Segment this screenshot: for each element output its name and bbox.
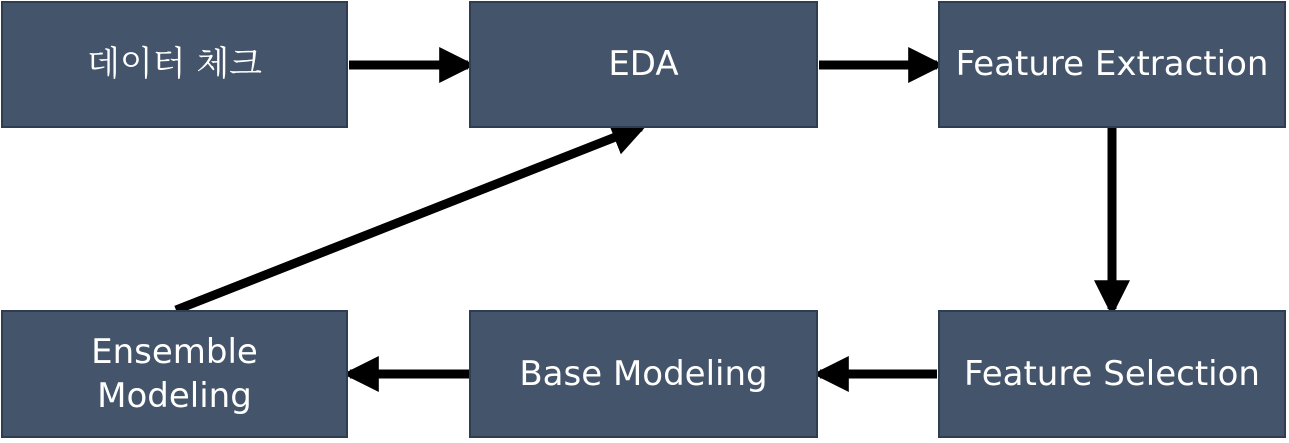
node-feature-extraction [938,1,1286,128]
node-data-check [1,1,348,128]
node-data-check-label: 데이터 체크 [86,44,263,85]
arrow-ensemble-modeling-to-eda [176,127,641,310]
node-eda [469,1,818,128]
node-feature-selection-label: Feature Selection [964,353,1260,394]
node-feature-extraction-label: Feature Extraction [955,44,1269,85]
node-base-modeling-label: Base Modeling [519,353,768,394]
node-eda-label: EDA [608,44,679,85]
node-base-modeling [469,310,818,438]
node-ensemble-modeling [1,310,348,438]
node-ensemble-modeling-label: Ensemble Modeling [91,331,258,416]
node-feature-selection [938,310,1286,438]
